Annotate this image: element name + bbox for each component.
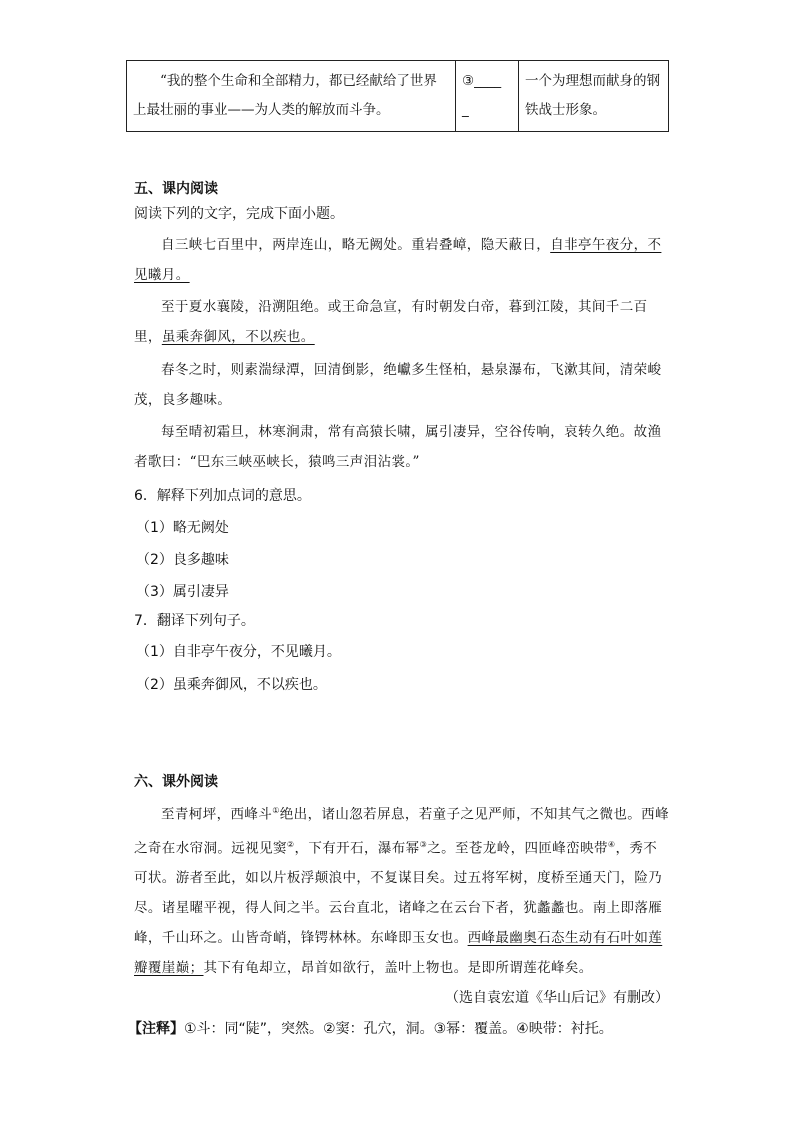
huashan-text-5: ，秀不可状。游者至此，如以片板浮颠浪中，不复谋目矣。过五将军树，度桥至通天门，险乃尽。诸星曜平视，得人间之半。云台直北，诸峰之在云台下者，犹蠡蠡也。南上即落雁峰，千山环之。山皆奇峭，锋锷林林。东峰即玉女也。 [134, 840, 663, 946]
table-row [127, 61, 669, 132]
question-7: 7．翻译下列句子。 [134, 613, 255, 629]
note-ref-4: ④ [607, 839, 616, 849]
section5-heading: 五、课内阅读 [134, 181, 218, 197]
blank-text: ③____ _ [462, 73, 502, 118]
huashan-text-4: 之。至苍龙岭，四匝峰峦映带 [427, 840, 608, 856]
question-6: 6．解释下列加点词的意思。 [134, 488, 311, 504]
image-cell [519, 61, 669, 132]
annotation-line [128, 1018, 669, 1038]
p2-underlined: 虽乘奔御风，不以疾也。 [161, 329, 315, 345]
quote-cell [127, 61, 456, 132]
huashan-underlined: 西峰最幽奥石态生动有石叶如莲瓣覆崖巅； [134, 930, 663, 976]
p2-text: 至于夏水襄陵，沿溯阻绝。或王命急宣，有时朝发白帝，暮到江陵，其间千二百里， [134, 299, 648, 345]
quote-text: “我的整个生命和全部精力，都已经献给了世界上最壮丽的事业——为人类的解放而斗争。 [133, 73, 437, 118]
p1-text: 自三峡七百里中，两岸连山，略无阙处。重岩叠嶂，隐天蔽日， [161, 237, 551, 253]
note-ref-1: ① [272, 806, 280, 815]
answer-table [126, 60, 669, 132]
note-ref-2: ② [286, 839, 295, 849]
huashan-text-2: 绝出，诸山忽若屏息，若童子之见严师，不知其气之微也。西峰之奇在水帘洞。远视见窦 [134, 806, 669, 856]
passage-p1 [134, 230, 669, 290]
section6-heading: 六、课外阅读 [134, 774, 218, 790]
image-text: 一个为理想而献身的钢铁战士形象。 [525, 73, 660, 118]
q6-item-3: （3）属引凄异 [136, 584, 229, 600]
q7-item-2: （2）虽乘奔御风，不以疾也。 [136, 677, 327, 693]
blank-cell [456, 61, 519, 132]
q7-item-1: （1）自非亭午夜分，不见曦月。 [136, 644, 341, 660]
passage-huashan [134, 796, 669, 983]
note-ref-3: ③ [419, 839, 428, 849]
q6-item-1: （1）略无阙处 [136, 520, 229, 536]
huashan-text-6: 其下有龟却立，昂首如欲行，盖叶上物也。是即所谓莲花峰矣。 [203, 960, 593, 976]
huashan-text-1: 至青柯坪，西峰斗 [161, 806, 273, 823]
p1-underlined: 自非亭午夜分，不见曦月。 [134, 237, 662, 283]
huashan-text-3: ，下有开石，瀑布幂 [294, 840, 420, 856]
note-text: ①斗：同“陡”，突然。②窦：孔穴，洞。③幂：覆盖。④映带：衬托。 [184, 1021, 613, 1037]
passage-p2 [134, 292, 669, 352]
passage-p3: 春冬之时，则素湍绿潭，回清倒影，绝巘多生怪柏，悬泉瀑布，飞漱其间，清荣峻茂，良多趣味。 [134, 362, 662, 408]
note-label: 【注释】 [128, 1021, 184, 1037]
section5-instruction: 阅读下列的文字，完成下面小题。 [134, 206, 344, 222]
q6-item-2: （2）良多趣味 [136, 552, 229, 568]
passage-p4: 每至晴初霜旦，林寒涧肃，常有高猿长啸，属引凄异，空谷传响，哀转久绝。故渔者歌曰：“巴东三峡巫峡长，猿鸣三声泪沾裳。” [134, 424, 662, 470]
source-citation: （选自袁宏道《华山后记》有删改） [445, 990, 669, 1006]
